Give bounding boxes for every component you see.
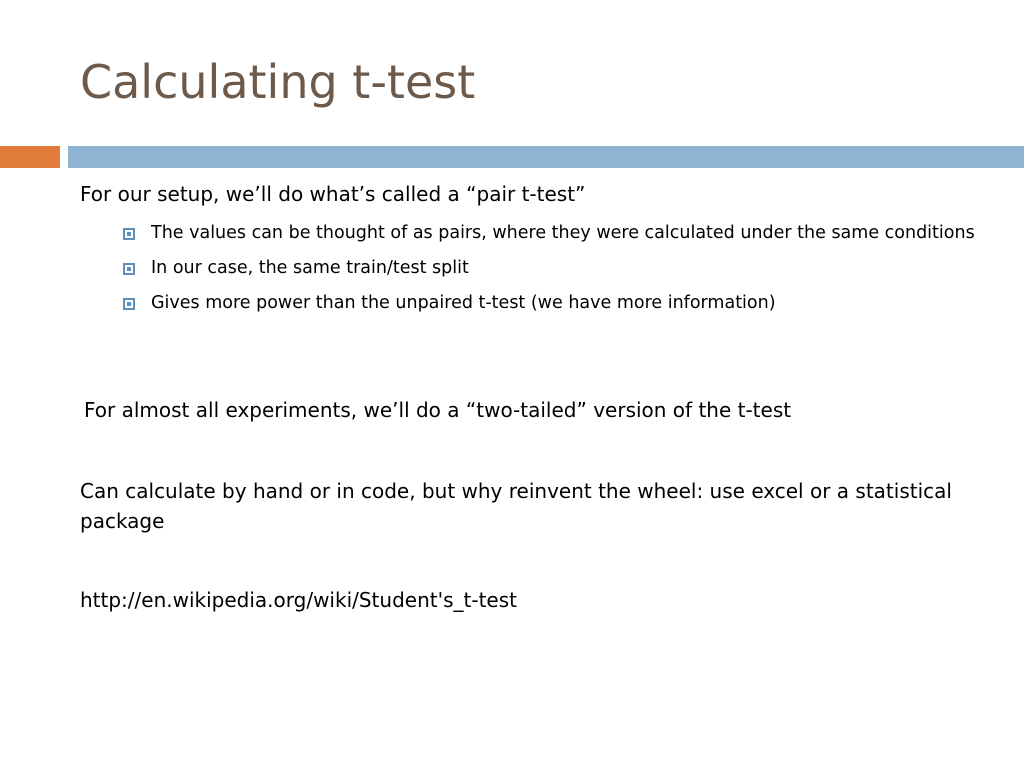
accent-bar <box>0 146 60 168</box>
content-area <box>80 180 1000 325</box>
slide-title: Calculating t-test <box>80 55 476 109</box>
paragraph-two-tailed: For almost all experiments, we’ll do a “two-tailed” version of the t-test <box>84 398 792 422</box>
list-item <box>122 255 1000 282</box>
square-bullet-icon <box>123 298 135 310</box>
sub-bullet-list <box>80 220 1000 317</box>
title-underline-bar <box>68 146 1024 168</box>
sub-bullet-text: Gives more power than the unpaired t-test (we have more information) <box>151 293 776 313</box>
wikipedia-link-text: http://en.wikipedia.org/wiki/Student's_t-test <box>80 588 517 612</box>
square-bullet-icon <box>123 228 135 240</box>
square-bullet-icon <box>123 263 135 275</box>
list-item <box>122 290 1000 317</box>
sub-bullet-text: In our case, the same train/test split <box>151 258 469 278</box>
list-item <box>122 220 1000 247</box>
paragraph-calculate: Can calculate by hand or in code, but why reinvent the wheel: use excel or a statistical package <box>80 479 952 533</box>
paragraph-pair-t-test: For our setup, we’ll do what’s called a “pair t-test” <box>80 182 586 206</box>
sub-bullet-text: The values can be thought of as pairs, where they were calculated under the same conditions <box>151 223 975 243</box>
